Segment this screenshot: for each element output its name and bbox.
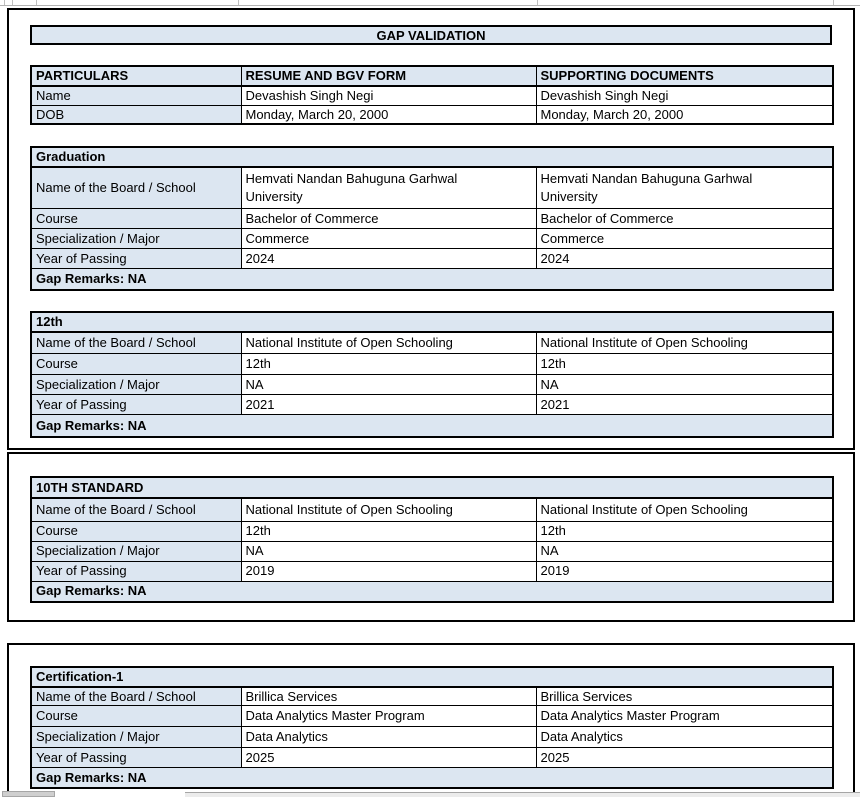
gap-remarks[interactable]: Gap Remarks: NA	[31, 768, 833, 788]
sheet-gridline-vertical	[537, 0, 538, 5]
section-title[interactable]: Graduation	[31, 147, 833, 167]
row-value-resume[interactable]: Monday, March 20, 2000	[241, 105, 536, 124]
gap-remarks-row	[31, 581, 833, 602]
row-label[interactable]: Specialization / Major	[31, 229, 241, 249]
table-row	[31, 521, 833, 541]
table-row	[31, 727, 833, 748]
row-value-supporting[interactable]: Brillica Services	[536, 687, 833, 706]
row-label[interactable]: Course	[31, 521, 241, 541]
header-cell-supporting-docs[interactable]: SUPPORTING DOCUMENTS	[536, 66, 833, 86]
section-title[interactable]: 10TH STANDARD	[31, 477, 833, 498]
row-label[interactable]: Name of the Board / School	[31, 687, 241, 706]
row-value-supporting[interactable]: 2019	[536, 561, 833, 581]
row-label[interactable]: Year of Passing	[31, 395, 241, 415]
table-row	[31, 167, 833, 209]
section-title-row	[31, 477, 833, 498]
table-row	[31, 86, 833, 105]
particulars-table	[30, 65, 834, 125]
row-value-resume[interactable]: Bachelor of Commerce	[241, 209, 536, 229]
gap-remarks[interactable]: Gap Remarks: NA	[31, 581, 833, 602]
section-title-row	[31, 147, 833, 167]
section-title[interactable]: Certification-1	[31, 667, 833, 687]
row-value-text: Hemvati Nandan Bahuguna Garhwal University	[540, 171, 753, 204]
sheet-cell-partial[interactable]	[185, 792, 860, 797]
row-label[interactable]: Year of Passing	[31, 561, 241, 581]
gap-remarks-row	[31, 415, 833, 437]
row-value-supporting[interactable]: Devashish Singh Negi	[536, 86, 833, 105]
table-row	[31, 354, 833, 375]
row-value-supporting[interactable]: 2021	[536, 395, 833, 415]
row-value-text: Hemvati Nandan Bahuguna Garhwal University	[245, 171, 458, 204]
sheet-gridline-vertical	[4, 0, 5, 5]
sheet-cell-partial[interactable]	[2, 791, 55, 797]
table-row	[31, 498, 833, 521]
table-row	[31, 375, 833, 395]
row-value-resume[interactable]: Data Analytics	[241, 727, 536, 748]
row-label[interactable]: Name	[31, 86, 241, 105]
row-value-supporting[interactable]: Bachelor of Commerce	[536, 209, 833, 229]
table-row	[31, 706, 833, 727]
row-label[interactable]: Year of Passing	[31, 748, 241, 768]
sheet-gridline-vertical	[833, 0, 834, 5]
gap-remarks-row	[31, 768, 833, 788]
twelfth-table	[30, 311, 834, 438]
row-label[interactable]: Course	[31, 354, 241, 375]
table-row	[31, 105, 833, 124]
table-row	[31, 332, 833, 354]
gap-remarks[interactable]: Gap Remarks: NA	[31, 269, 833, 290]
sheet-gridline-vertical	[12, 0, 13, 5]
row-value-resume[interactable]: Commerce	[241, 229, 536, 249]
row-value-supporting[interactable]: National Institute of Open Schooling	[536, 498, 833, 521]
row-value-supporting[interactable]: Commerce	[536, 229, 833, 249]
row-value-resume[interactable]: NA	[241, 541, 536, 561]
sheet-gridline-vertical	[238, 0, 239, 5]
particulars-header-row	[31, 66, 833, 86]
section-title-row	[31, 667, 833, 687]
row-value-resume[interactable]: National Institute of Open Schooling	[241, 332, 536, 354]
row-value-supporting[interactable]: Data Analytics	[536, 727, 833, 748]
row-value-supporting[interactable]: Monday, March 20, 2000	[536, 105, 833, 124]
certification-table	[30, 666, 834, 789]
row-value-resume[interactable]: National Institute of Open Schooling	[241, 498, 536, 521]
row-label[interactable]: Specialization / Major	[31, 727, 241, 748]
row-value-resume[interactable]: Data Analytics Master Program	[241, 706, 536, 727]
row-label[interactable]: Course	[31, 209, 241, 229]
row-value-resume[interactable]: 12th	[241, 521, 536, 541]
row-value-resume[interactable]: NA	[241, 375, 536, 395]
row-value-supporting[interactable]: National Institute of Open Schooling	[536, 332, 833, 354]
row-value-supporting[interactable]: Data Analytics Master Program	[536, 706, 833, 727]
table-row	[31, 687, 833, 706]
row-label[interactable]: Specialization / Major	[31, 375, 241, 395]
row-value-resume[interactable]: 2025	[241, 748, 536, 768]
table-row	[31, 249, 833, 269]
row-value-supporting[interactable]: NA	[536, 375, 833, 395]
row-value-resume[interactable]: Brillica Services	[241, 687, 536, 706]
row-label[interactable]: Year of Passing	[31, 249, 241, 269]
header-cell-particulars[interactable]: PARTICULARS	[31, 66, 241, 86]
sheet-gridline-vertical	[36, 0, 37, 5]
table-row	[31, 395, 833, 415]
graduation-table	[30, 146, 834, 291]
row-value-supporting[interactable]: 2024	[536, 249, 833, 269]
row-label[interactable]: DOB	[31, 105, 241, 124]
row-value-resume[interactable]	[241, 167, 536, 209]
row-value-resume[interactable]: 2019	[241, 561, 536, 581]
page-title-label: GAP VALIDATION	[376, 27, 486, 43]
row-label[interactable]: Name of the Board / School	[31, 167, 241, 209]
row-value-supporting[interactable]	[536, 167, 833, 209]
tenth-standard-table	[30, 476, 834, 603]
row-value-supporting[interactable]: NA	[536, 541, 833, 561]
header-cell-resume-bgv[interactable]: RESUME AND BGV FORM	[241, 66, 536, 86]
sheet-gridline-horizontal	[0, 5, 860, 6]
row-label[interactable]: Name of the Board / School	[31, 332, 241, 354]
table-row	[31, 209, 833, 229]
section-title-row	[31, 312, 833, 332]
row-label[interactable]: Name of the Board / School	[31, 498, 241, 521]
row-value-resume[interactable]: 12th	[241, 354, 536, 375]
row-label[interactable]: Course	[31, 706, 241, 727]
row-value-resume[interactable]: Devashish Singh Negi	[241, 86, 536, 105]
section-title[interactable]: 12th	[31, 312, 833, 332]
gap-remarks[interactable]: Gap Remarks: NA	[31, 415, 833, 437]
gap-remarks-row	[31, 269, 833, 290]
row-label[interactable]: Specialization / Major	[31, 541, 241, 561]
row-value-supporting[interactable]: 2025	[536, 748, 833, 768]
row-value-supporting[interactable]: 12th	[536, 521, 833, 541]
table-row	[31, 541, 833, 561]
row-value-resume[interactable]: 2021	[241, 395, 536, 415]
row-value-resume[interactable]: 2024	[241, 249, 536, 269]
table-row	[31, 748, 833, 768]
row-value-supporting[interactable]: 12th	[536, 354, 833, 375]
page-title	[30, 25, 832, 45]
table-row	[31, 561, 833, 581]
table-row	[31, 229, 833, 249]
